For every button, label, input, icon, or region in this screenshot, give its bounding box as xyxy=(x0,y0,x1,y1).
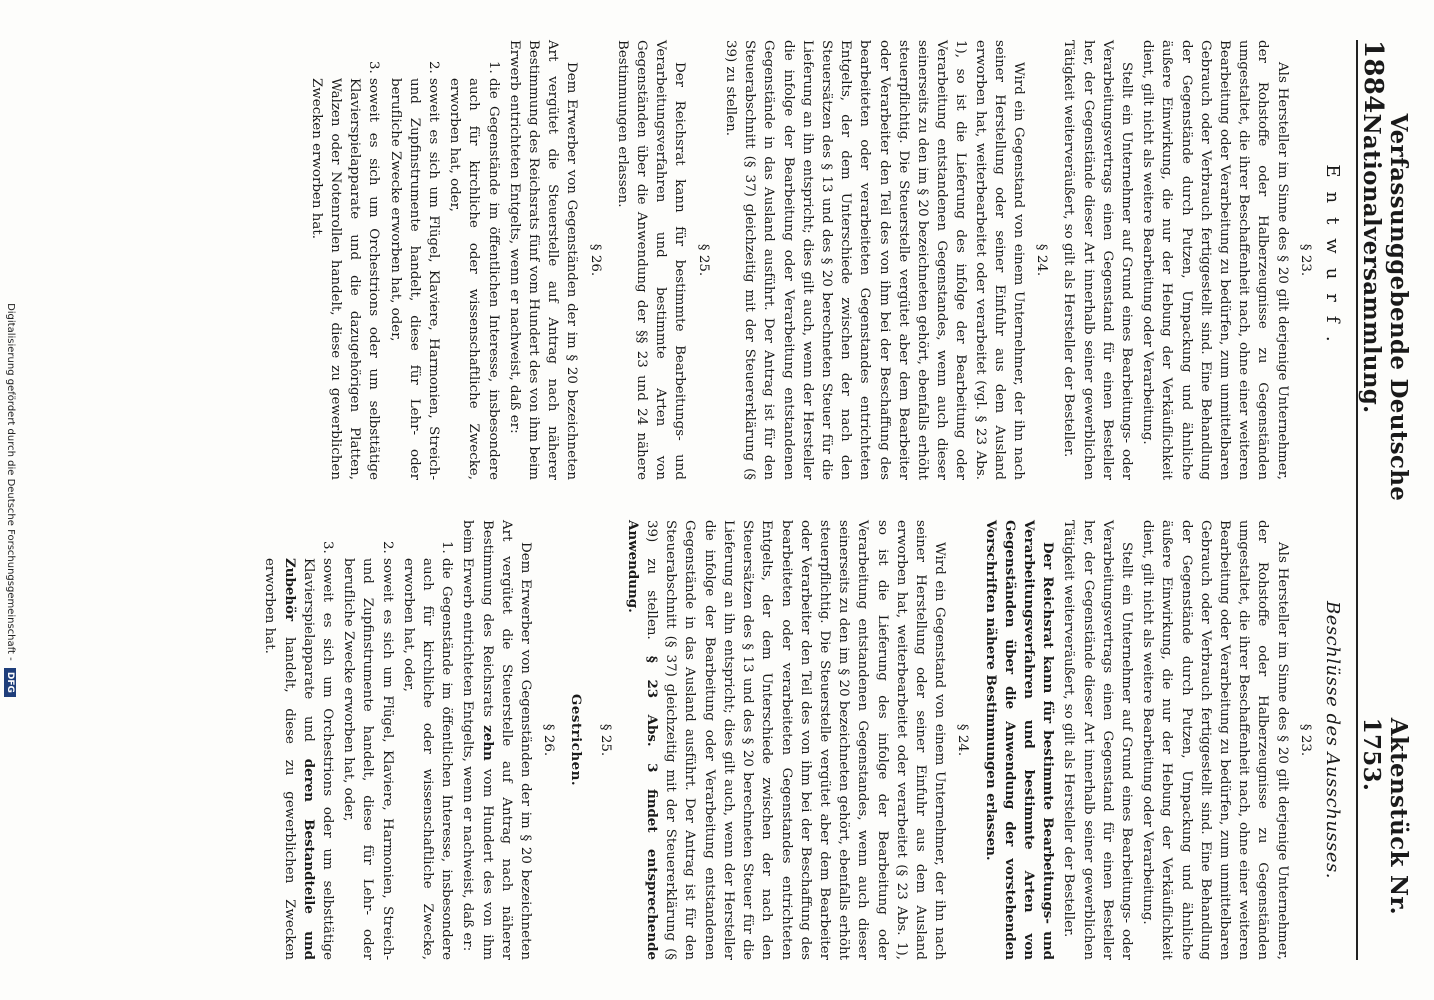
paragraph-text: Dem Erwerber von Gegenständen der im § 20 bezeichneten Art vergütet die Steuerstelle auf Antrag nach näherer Bestimmung des Reichsrats xyxy=(479,520,534,960)
paragraph xyxy=(458,520,535,960)
document-number: Aktenstück Nr. 1753. xyxy=(1358,717,1412,915)
paragraph xyxy=(623,520,949,960)
list-item: 2. soweit es sich um Flügel, Klaviere, Harmonien, Streich- und Zupfinstrumente handelt, diese für Lehr- oder berufliche Zwecke erworben hat, oder, xyxy=(339,558,397,960)
list-item xyxy=(260,558,337,960)
section-number: § 26. xyxy=(541,723,557,757)
section-number: § 24. xyxy=(1034,243,1050,277)
list-item: 1. die Gegenstände im öffentlichen Interesse, insbesondere auch für kirchliche oder wissenschaftliche Zwecke, erworben hat, oder, xyxy=(399,558,457,960)
list-item: 2. soweit es sich um Flügel, Klaviere, Harmonien, Streich- und Zupfinstrumente handelt, diese für Lehr- oder berufliche Zwecke erworben hat, oder, xyxy=(385,78,443,480)
section-number: § 26. xyxy=(587,243,603,277)
struck-note: Gestrichen. xyxy=(568,693,585,787)
paragraph-text: Wird ein Gegenstand von einem Unternehmer, der ihn nach seiner Herstellung oder seiner Einfuhr aus dem Ausland erworben hat, weiterbearbeitet oder verarbeitet (§ 23 Abs. 1), so ist die Lieferung des infolge der Bearbeitung oder Verarbeitung entstandenen Gegenstandes, wenn auch dieser seinerseits zu den im § 20 bezeichneten gehört, ebenfalls erhöht steuerpflichtig. Die Steuerstelle vergütet aber dem Bearbeiter oder Verarbeiter den Teil des von ihm bei der Beschaffung des bearbeiteten oder verarbeiteten Gegenstandes entrichteten Entgelts, der dem Unterschiede zwischen der nach den Steuersätzen des § 13 und des § 20 berechneten Steuer für die Lieferung an ihn entspricht; dies gilt auch, wenn der Hersteller die infolge der Bearbeitung oder Verarbeitung entstandenen Gegenstände in das Ausland ausführt. Der Antrag ist für den Steuerabschnitt (§ 37) gleichzeitig mit der Steuererklärung (§ 39) zu stellen. xyxy=(644,520,948,960)
paragraph: Der Reichsrat kann für bestimmte Bearbeitungs- und Verarbeitungsverfahren und bestimmte Arten von Gegenständen über die Anwendung der §§ 23 und 24 nähere Bestimmungen erlassen. xyxy=(614,40,688,480)
numbered-list xyxy=(260,520,456,960)
paragraph: Wird ein Gegenstand von einem Unternehmer, der ihn nach seiner Herstellung oder seiner Einfuhr aus dem Ausland erworben hat, weiterbearbeitet oder verarbeitet (vgl. § 23 Abs. 1), so ist die Lieferung des infolge der Bearbeitung oder Verarbeitung entstandenen Gegenstandes, wenn auch dieser seinerseits zu den im § 20 bezeichneten gehört, ebenfalls erhöht steuerpflichtig. Die Steuerstelle vergütet aber dem Bearbeiter oder Verarbeiter den Teil des von ihm bei der Beschaffung des bearbeiteten oder verarbeiteten Gegenstandes entrichteten Entgelts, der dem Unterschiede zwischen der nach den Steuersätzen des § 13 und des § 20 berechneten Steuer für die Lieferung an ihn entspricht; dies gilt auch, wenn der Hersteller die infolge der Bearbeitung oder Verarbeitung entstandenen Gegenstände in das Ausland ausführt. Der Antrag ist für den Steuerabschnitt (§ 37) gleichzeitig mit der Steuererklärung (§ 39) zu stellen. xyxy=(722,40,1026,480)
list-item-text: handelt, diese zu gewerblichen Zwecken erworben hat. xyxy=(262,558,297,960)
column-heading: Beschlüsse des Ausschusses. xyxy=(1322,600,1343,880)
numbered-list xyxy=(307,40,503,480)
draft-column xyxy=(301,40,1342,480)
list-item-bold: deren Bestandteile und Zubehör xyxy=(281,558,317,960)
paragraph: Als Hersteller im Sinne des § 20 gilt derjenige Unternehmer, der Rohstoffe oder Halberzeugnisse zu Gegenständen umgestaltet, die ihrer Beschaffenheit nach, ohne einer weiteren Bearbeitung oder Verarbeitung zu bedürfen, zum unmittelbaren Gebrauch oder Verbrauch fertiggestellt sind. Eine Behandlung der Gegenstände durch Putzen, Umpackung und ähnliche äußere Einwirkung, die nur der Hebung der Verkäuflichkeit dient, gilt nicht als weitere Bearbeitung oder Verarbeitung. xyxy=(1140,520,1290,960)
section-number: § 25. xyxy=(695,243,711,277)
page-number: 1884 xyxy=(1358,40,1388,114)
paragraph-text: vom Hundert des von ihm beim Erwerb entrichteten Entgelts, wenn er nachweist, daß er: xyxy=(460,520,495,960)
paragraph-bold: Der Reichsrat kann für bestimmte Bearbeitungs- und Verarbeitungsverfahren und bestimmte Arten von Gegenständen über die Anwendung der vorstehenden Vorschriften nähere Bestimmungen erlassen. xyxy=(982,520,1057,960)
paragraph: Stellt ein Unternehmer auf Grund eines Bearbeitungs- oder Verarbeitungsvertrags einen Gegenstand für einen Besteller her, der Gegenstände dieser Art innerhalb seiner gewerblichen Tätigkeit weiterveräußert, so gilt als Hersteller der Besteller. xyxy=(1061,40,1134,480)
paragraph: Dem Erwerber von Gegenständen der im § 20 bezeichneten Art vergütet die Steuerstelle auf Antrag nach näherer Bestimmung des Reichsrats fünf vom Hundert des von ihm beim Erwerb entrichteten Entgelts, wenn er nachweist, daß er: xyxy=(506,40,580,480)
digitization-footer xyxy=(4,0,16,1000)
list-item: 1. die Gegenstände im öffentlichen Interesse, insbesondere auch für kirchliche oder wissenschaftliche Zwecke, erworben hat, oder, xyxy=(445,78,503,480)
list-item-text: soweit es sich um Orchestrions oder um selbsttätige Klavierspielapparate und xyxy=(300,558,336,960)
committee-column xyxy=(254,520,1342,960)
section-number: § 24. xyxy=(955,723,971,757)
column-heading: Entwurf. xyxy=(1322,164,1343,356)
section-number: § 23. xyxy=(1297,723,1313,757)
assembly-title: Verfassunggebende Deutsche Nationalversammlung. xyxy=(1358,113,1412,502)
paragraph-bold: § 23 Abs. 3 findet entsprechende Anwendung. xyxy=(624,520,661,960)
list-item: 3. soweit es sich um Orchestrions oder um selbsttätige Klavierspielapparate und die dazugehörigen Platten, Walzen oder Notenrollen handelt, diese zu gewerblichen Zwecken erworben hat. xyxy=(307,78,384,480)
page-header xyxy=(1356,40,1412,960)
dfg-logo: DFG xyxy=(4,668,16,697)
paragraph: Als Hersteller im Sinne des § 20 gilt derjenige Unternehmer, der Rohstoffe oder Halberzeugnisse zu Gegenständen umgestaltet, die ihrer Beschaffenheit nach, ohne einer weiteren Bearbeitung oder Verarbeitung zu bedürfen, zum unmittelbaren Gebrauch oder Verbrauch fertiggestellt sind. Eine Behandlung der Gegenstände durch Putzen, Umpackung und ähnliche äußere Einwirkung, die nur der Hebung der Verkäuflichkeit dient, gilt nicht als weitere Bearbeitung oder Verarbeitung. xyxy=(1140,40,1290,480)
paragraph-bold: zehn xyxy=(479,725,496,761)
paragraph: Stellt ein Unternehmer auf Grund eines Bearbeitungs- oder Verarbeitungsvertrags einen Gegenstand für einen Besteller her, der Gegenstände dieser Art innerhalb seiner gewerblichen Tätigkeit weiterveräußert, so gilt als Hersteller der Besteller. xyxy=(1061,520,1134,960)
section-number: § 25. xyxy=(597,723,613,757)
footer-text: Digitalisierung gefördert durch die Deutsche Forschungsgemeinschaft - xyxy=(5,303,16,661)
section-number: § 23. xyxy=(1297,243,1313,277)
